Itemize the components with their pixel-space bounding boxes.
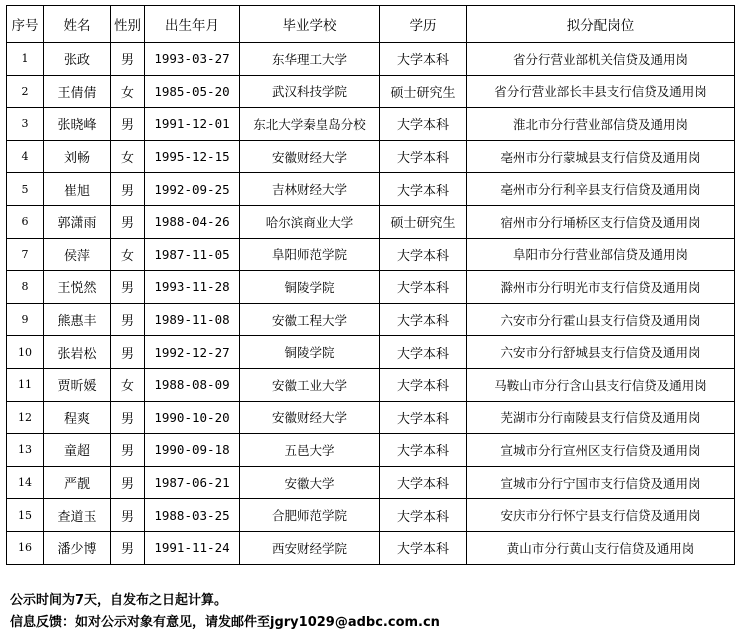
cell-gender: 男 <box>111 303 145 336</box>
cell-gender: 女 <box>111 238 145 271</box>
table-row <box>7 531 735 564</box>
cell-education: 大学本科 <box>380 173 467 206</box>
cell-school: 安徽大学 <box>240 466 380 499</box>
cell-school: 铜陵学院 <box>240 336 380 369</box>
cell-birthdate: 1995-12-15 <box>145 140 240 173</box>
cell-gender: 男 <box>111 434 145 467</box>
cell-seq: 5 <box>7 173 44 206</box>
cell-birthdate: 1988-03-25 <box>145 499 240 532</box>
cell-gender: 男 <box>111 173 145 206</box>
table-body <box>7 43 735 565</box>
cell-seq: 11 <box>7 368 44 401</box>
table-row <box>7 466 735 499</box>
cell-gender: 男 <box>111 466 145 499</box>
cell-post: 宣城市分行宁国市支行信贷及通用岗 <box>467 466 735 499</box>
table-row <box>7 108 735 141</box>
cell-seq: 1 <box>7 43 44 76</box>
cell-seq: 9 <box>7 303 44 336</box>
cell-education: 大学本科 <box>380 303 467 336</box>
header-gender: 性别 <box>111 6 145 43</box>
cell-name: 王倩倩 <box>44 75 111 108</box>
cell-post: 马鞍山市分行含山县支行信贷及通用岗 <box>467 368 735 401</box>
header-name: 姓名 <box>44 6 111 43</box>
cell-gender: 女 <box>111 140 145 173</box>
cell-seq: 14 <box>7 466 44 499</box>
publicity-period-note: 公示时间为7天，自发布之日起计算。 <box>10 593 228 608</box>
cell-gender: 男 <box>111 531 145 564</box>
table-row <box>7 368 735 401</box>
header-row <box>7 6 735 43</box>
cell-name: 贾昕媛 <box>44 368 111 401</box>
cell-seq: 16 <box>7 531 44 564</box>
cell-seq: 7 <box>7 238 44 271</box>
cell-birthdate: 1988-04-26 <box>145 205 240 238</box>
table-row <box>7 499 735 532</box>
cell-education: 大学本科 <box>380 368 467 401</box>
cell-post: 宿州市分行埇桥区支行信贷及通用岗 <box>467 205 735 238</box>
cell-post: 芜湖市分行南陵县支行信贷及通用岗 <box>467 401 735 434</box>
cell-post: 安庆市分行怀宁县支行信贷及通用岗 <box>467 499 735 532</box>
cell-school: 哈尔滨商业大学 <box>240 205 380 238</box>
cell-post: 滁州市分行明光市支行信贷及通用岗 <box>467 271 735 304</box>
cell-gender: 男 <box>111 205 145 238</box>
cell-post: 宣城市分行宣州区支行信贷及通用岗 <box>467 434 735 467</box>
cell-birthdate: 1990-10-20 <box>145 401 240 434</box>
cell-seq: 15 <box>7 499 44 532</box>
cell-school: 合肥师范学院 <box>240 499 380 532</box>
header-school: 毕业学校 <box>240 6 380 43</box>
cell-school: 铜陵学院 <box>240 271 380 304</box>
cell-post: 省分行营业部长丰县支行信贷及通用岗 <box>467 75 735 108</box>
cell-post: 六安市分行霍山县支行信贷及通用岗 <box>467 303 735 336</box>
cell-name: 童超 <box>44 434 111 467</box>
cell-name: 郭潇雨 <box>44 205 111 238</box>
cell-education: 大学本科 <box>380 271 467 304</box>
cell-birthdate: 1993-03-27 <box>145 43 240 76</box>
cell-seq: 13 <box>7 434 44 467</box>
feedback-note: 信息反馈：如对公示对象有意见，请发邮件至jgry1029@adbc.com.cn <box>10 615 440 630</box>
cell-name: 潘少博 <box>44 531 111 564</box>
cell-name: 崔旭 <box>44 173 111 206</box>
cell-school: 东北大学秦皇岛分校 <box>240 108 380 141</box>
cell-school: 西安财经学院 <box>240 531 380 564</box>
cell-birthdate: 1993-11-28 <box>145 271 240 304</box>
cell-gender: 男 <box>111 336 145 369</box>
table-row <box>7 43 735 76</box>
cell-education: 大学本科 <box>380 140 467 173</box>
cell-birthdate: 1991-11-24 <box>145 531 240 564</box>
cell-birthdate: 1989-11-08 <box>145 303 240 336</box>
cell-education: 大学本科 <box>380 401 467 434</box>
cell-name: 张晓峰 <box>44 108 111 141</box>
cell-school: 武汉科技学院 <box>240 75 380 108</box>
cell-name: 张政 <box>44 43 111 76</box>
table-row <box>7 75 735 108</box>
header-birthdate: 出生年月 <box>145 6 240 43</box>
cell-birthdate: 1987-06-21 <box>145 466 240 499</box>
notice-notes <box>10 590 440 634</box>
candidate-table <box>6 5 735 565</box>
cell-birthdate: 1990-09-18 <box>145 434 240 467</box>
cell-school: 安徽工程大学 <box>240 303 380 336</box>
cell-education: 大学本科 <box>380 238 467 271</box>
cell-post: 亳州市分行蒙城县支行信贷及通用岗 <box>467 140 735 173</box>
cell-name: 熊惠丰 <box>44 303 111 336</box>
cell-seq: 3 <box>7 108 44 141</box>
cell-name: 侯萍 <box>44 238 111 271</box>
cell-gender: 男 <box>111 271 145 304</box>
table-row <box>7 140 735 173</box>
cell-education: 大学本科 <box>380 43 467 76</box>
cell-birthdate: 1992-12-27 <box>145 336 240 369</box>
cell-post: 淮北市分行营业部信贷及通用岗 <box>467 108 735 141</box>
cell-gender: 男 <box>111 499 145 532</box>
cell-birthdate: 1988-08-09 <box>145 368 240 401</box>
cell-birthdate: 1991-12-01 <box>145 108 240 141</box>
cell-school: 五邑大学 <box>240 434 380 467</box>
cell-birthdate: 1985-05-20 <box>145 75 240 108</box>
cell-gender: 女 <box>111 75 145 108</box>
cell-name: 刘畅 <box>44 140 111 173</box>
cell-school: 安徽财经大学 <box>240 401 380 434</box>
cell-gender: 女 <box>111 368 145 401</box>
cell-education: 大学本科 <box>380 336 467 369</box>
cell-post: 黄山市分行黄山支行信贷及通用岗 <box>467 531 735 564</box>
cell-education: 大学本科 <box>380 499 467 532</box>
cell-seq: 12 <box>7 401 44 434</box>
cell-education: 大学本科 <box>380 434 467 467</box>
cell-seq: 10 <box>7 336 44 369</box>
cell-name: 王悦然 <box>44 271 111 304</box>
cell-birthdate: 1992-09-25 <box>145 173 240 206</box>
cell-name: 张岩松 <box>44 336 111 369</box>
cell-seq: 2 <box>7 75 44 108</box>
table-row <box>7 434 735 467</box>
header-seq: 序号 <box>7 6 44 43</box>
table-row <box>7 271 735 304</box>
cell-school: 东华理工大学 <box>240 43 380 76</box>
cell-seq: 8 <box>7 271 44 304</box>
cell-education: 大学本科 <box>380 531 467 564</box>
cell-school: 吉林财经大学 <box>240 173 380 206</box>
cell-gender: 男 <box>111 108 145 141</box>
cell-education: 硕士研究生 <box>380 75 467 108</box>
cell-seq: 4 <box>7 140 44 173</box>
table-row <box>7 173 735 206</box>
cell-post: 亳州市分行利辛县支行信贷及通用岗 <box>467 173 735 206</box>
table-row <box>7 336 735 369</box>
header-post: 拟分配岗位 <box>467 6 735 43</box>
cell-education: 大学本科 <box>380 466 467 499</box>
cell-seq: 6 <box>7 205 44 238</box>
cell-post: 省分行营业部机关信贷及通用岗 <box>467 43 735 76</box>
candidate-table-container <box>6 5 734 565</box>
cell-name: 查道玉 <box>44 499 111 532</box>
cell-gender: 男 <box>111 43 145 76</box>
header-education: 学历 <box>380 6 467 43</box>
cell-name: 严靓 <box>44 466 111 499</box>
cell-education: 大学本科 <box>380 108 467 141</box>
table-header <box>7 6 735 43</box>
table-row <box>7 238 735 271</box>
cell-name: 程爽 <box>44 401 111 434</box>
cell-post: 六安市分行舒城县支行信贷及通用岗 <box>467 336 735 369</box>
table-row <box>7 205 735 238</box>
cell-gender: 男 <box>111 401 145 434</box>
cell-education: 硕士研究生 <box>380 205 467 238</box>
cell-post: 阜阳市分行营业部信贷及通用岗 <box>467 238 735 271</box>
cell-school: 安徽财经大学 <box>240 140 380 173</box>
table-row <box>7 401 735 434</box>
table-row <box>7 303 735 336</box>
cell-school: 安徽工业大学 <box>240 368 380 401</box>
cell-school: 阜阳师范学院 <box>240 238 380 271</box>
cell-birthdate: 1987-11-05 <box>145 238 240 271</box>
